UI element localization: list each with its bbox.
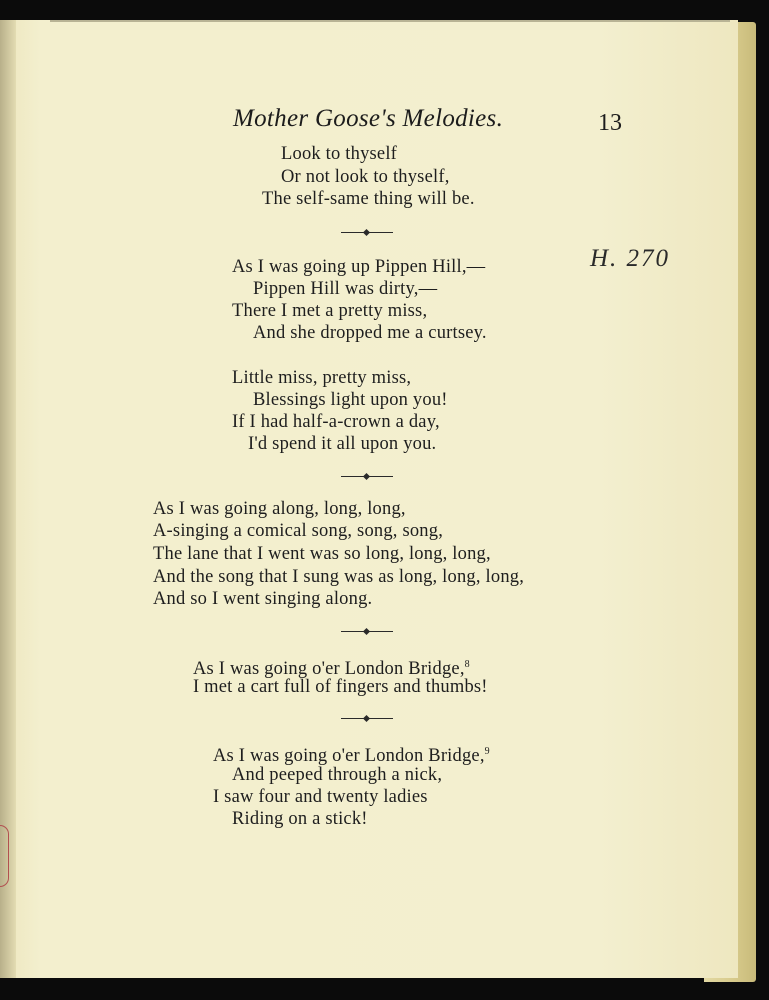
poem-line: There I met a pretty miss, <box>232 301 428 321</box>
page-number: 13 <box>598 110 622 136</box>
poem-line: Look to thyself <box>281 144 398 164</box>
section-divider <box>341 631 393 632</box>
poem-line: And the song that I sung was as long, long, long, <box>153 567 525 587</box>
poem-line: Blessings light upon you! <box>253 390 448 410</box>
poem-line: Pippen Hill was dirty,— <box>253 279 438 299</box>
poem-line: And so I went singing along. <box>153 589 373 609</box>
poem-line: I saw four and twenty ladies <box>213 787 428 807</box>
section-divider <box>341 476 393 477</box>
poem-line: As I was going up Pippen Hill,— <box>232 257 486 277</box>
poem-line: Riding on a stick! <box>232 809 368 829</box>
poem-line: As I was going o'er London Bridge,$^8$ <box>193 659 470 680</box>
poem-line: And peeped through a nick, <box>232 765 443 785</box>
footnote-marker: 9 <box>484 746 490 757</box>
poem-line: I'd spend it all upon you. <box>248 434 437 454</box>
poem-line: The self-same thing will be. <box>262 189 475 209</box>
poem-line: If I had half-a-crown a day, <box>232 412 440 432</box>
section-divider <box>341 232 393 233</box>
page-top-edge <box>50 20 730 22</box>
poem-line: Or not look to thyself, <box>281 167 450 187</box>
running-title: Mother Goose's Melodies. <box>233 105 504 132</box>
poem-line: As I was going o'er London Bridge,$^9$ <box>213 746 490 767</box>
section-divider <box>341 718 393 719</box>
left-margin-ornament <box>0 825 9 887</box>
poem-line: As I was going along, long, long, <box>153 499 406 519</box>
poem-line: And she dropped me a curtsey. <box>253 323 487 343</box>
poem-line: Little miss, pretty miss, <box>232 368 412 388</box>
poem-line: I met a cart full of fingers and thumbs! <box>193 677 488 697</box>
poem-line: A-singing a comical song, song, song, <box>153 521 444 541</box>
footnote-marker: 8 <box>464 659 470 670</box>
poem-line: The lane that I went was so long, long, long, <box>153 544 491 564</box>
handwritten-annotation: H. 270 <box>590 245 671 272</box>
